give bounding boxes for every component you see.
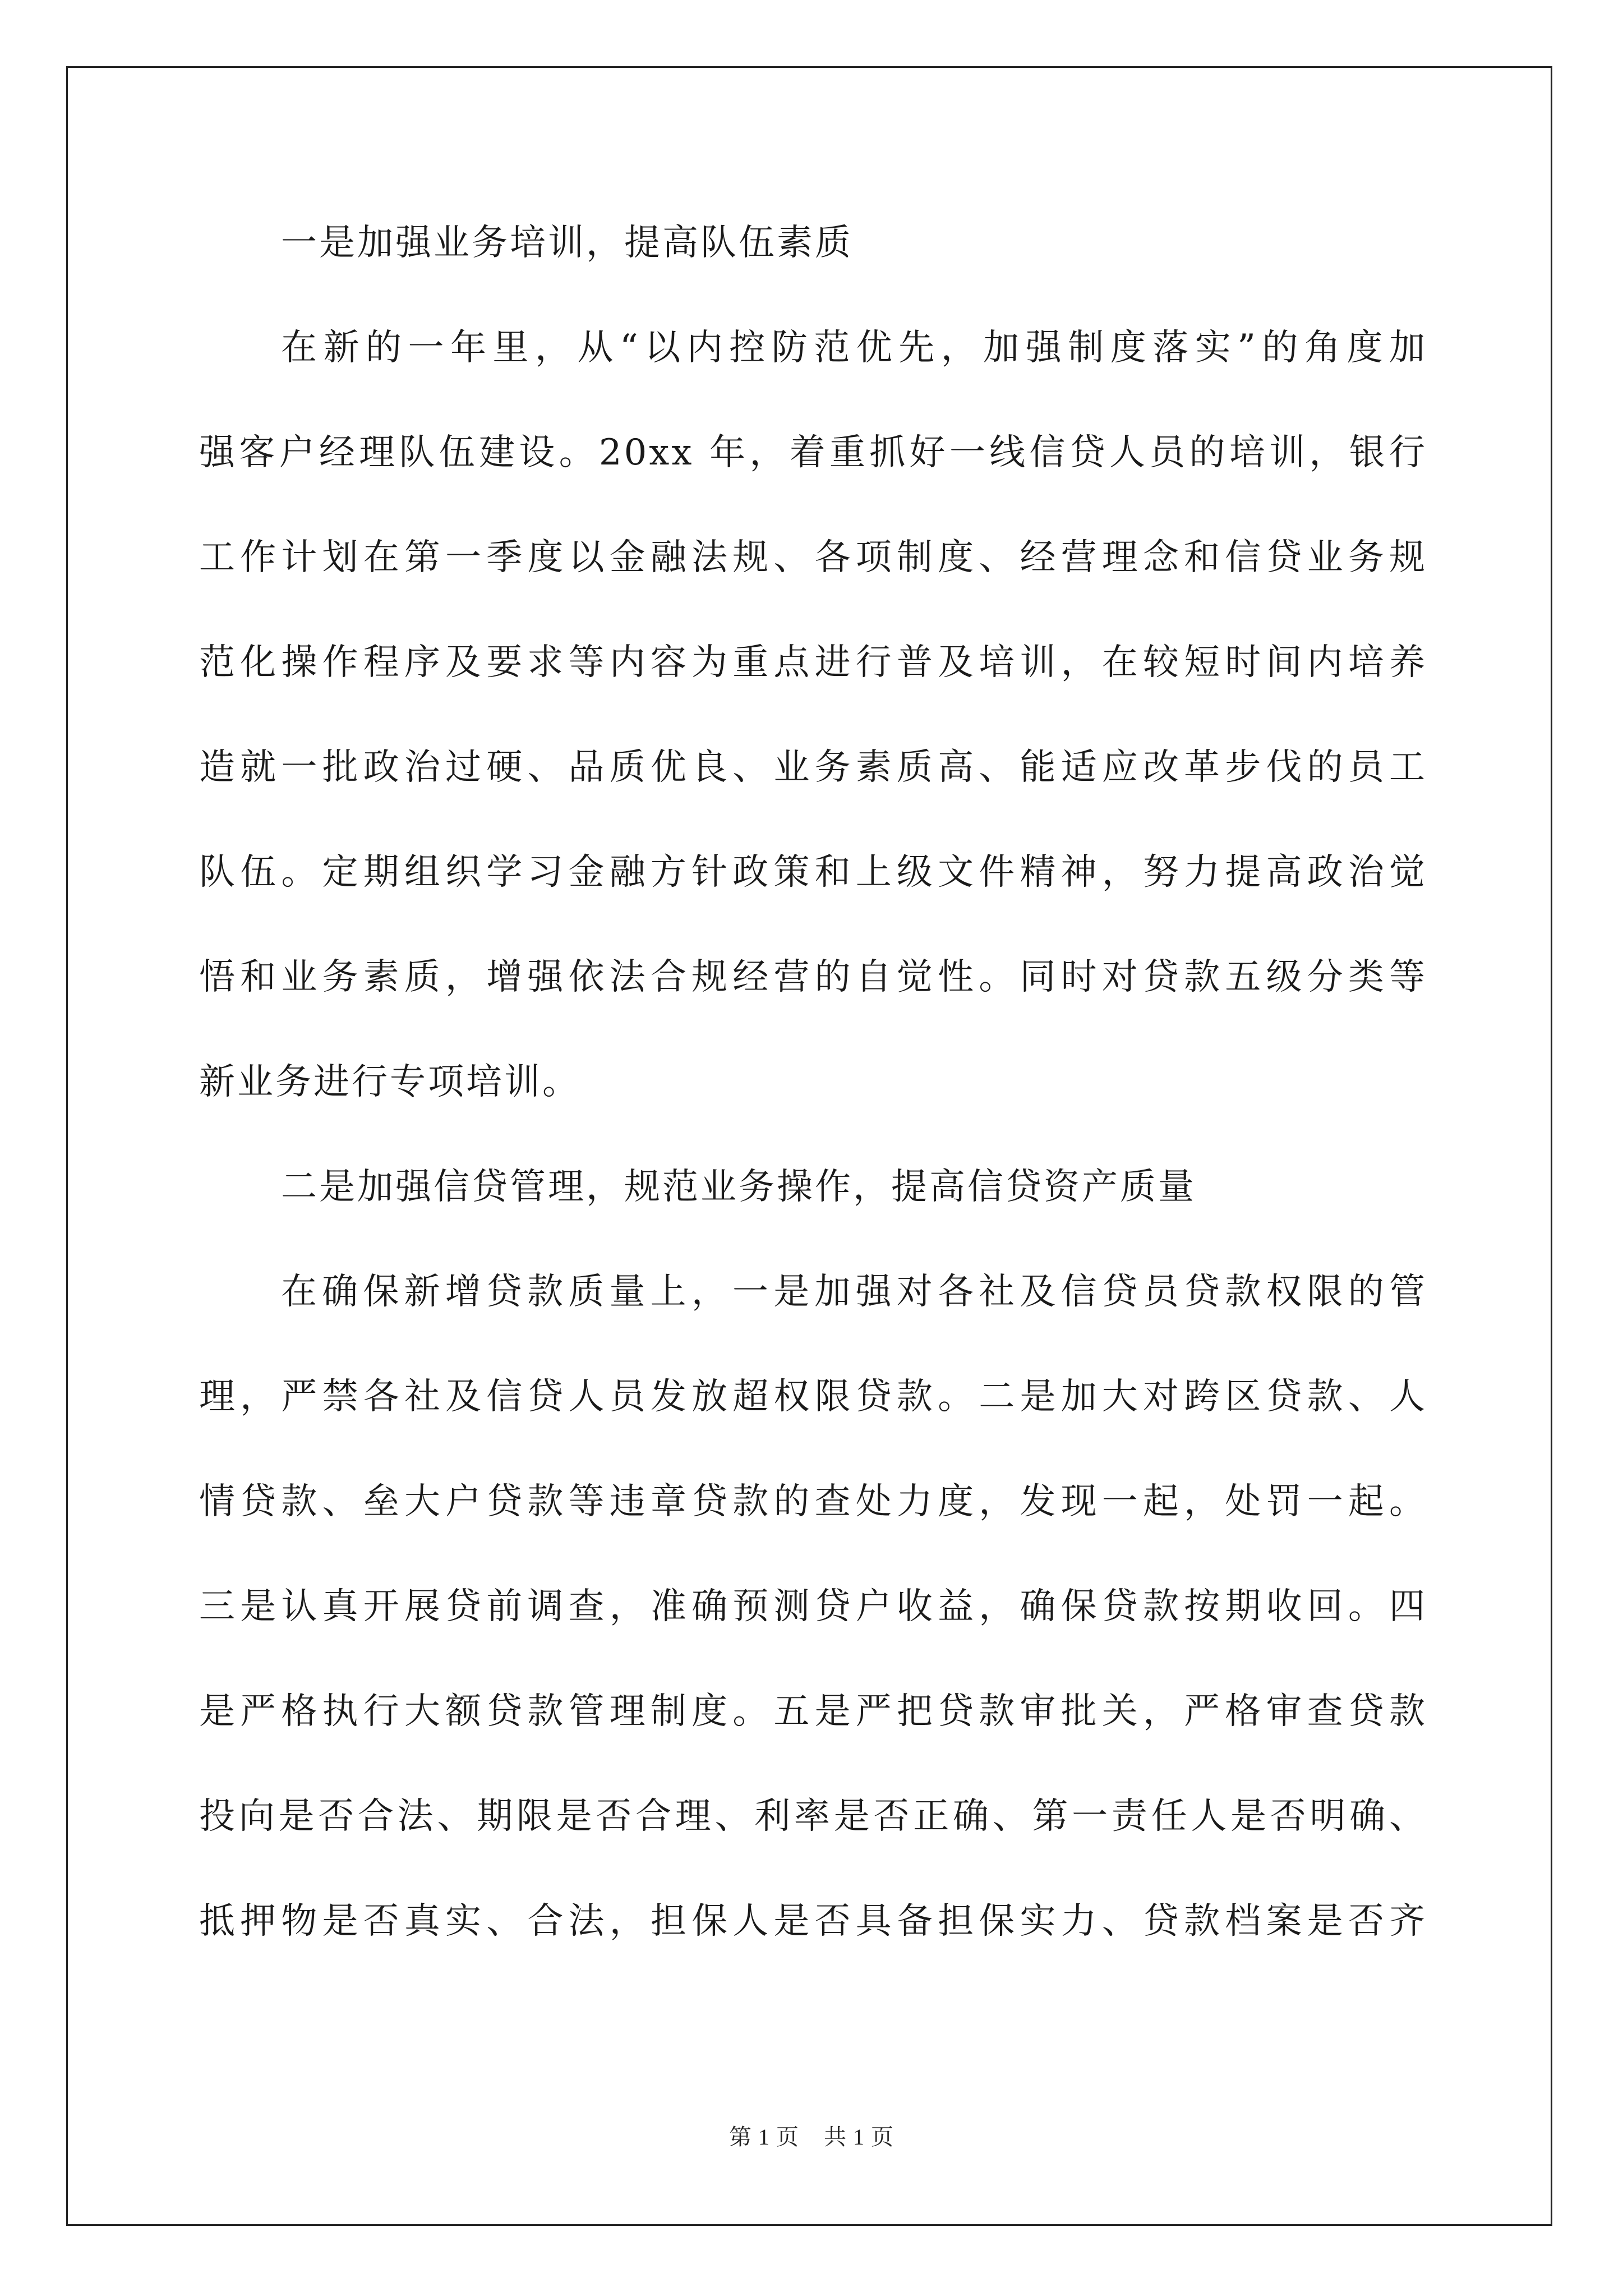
text-line: 工作计划在第一季度以金融法规、各项制度、经营理念和信贷业务规 — [199, 537, 1427, 578]
document-body — [199, 191, 1427, 1974]
text-line: 三是认真开展贷前调查，准确预测贷户收益，确保贷款按期收回。四 — [199, 1586, 1427, 1627]
paragraph-1 — [199, 296, 1427, 1135]
section-heading-1: 一是加强业务培训，提高队伍素质 — [281, 222, 853, 264]
text-line: 抵押物是否真实、合法，担保人是否具备担保实力、贷款档案是否齐 — [199, 1901, 1427, 1942]
text-line: 理，严禁各社及信贷人员发放超权限贷款。二是加大对跨区贷款、人 — [199, 1376, 1427, 1418]
text-line: 造就一批政治过硬、品质优良、业务素质高、能适应改革步伐的员工 — [199, 747, 1427, 788]
page-number: 第 1 页 — [729, 2124, 799, 2150]
paragraph-2 — [199, 1240, 1427, 1974]
text-line: 队伍。定期组织学习金融方针政策和上级文件精神，努力提高政治觉 — [199, 852, 1427, 893]
page-total: 共 1 页 — [824, 2124, 894, 2150]
text-line: 新业务进行专项培训。 — [199, 1061, 580, 1103]
text-line: 是严格执行大额贷款管理制度。五是严把贷款审批关，严格审查贷款 — [199, 1691, 1427, 1732]
text-line: 悟和业务素质，增强依法合规经营的自觉性。同时对贷款五级分类等 — [199, 956, 1427, 998]
text-line: 在新的一年里，从“以内控防范优先，加强制度落实”的角度加 — [281, 327, 1427, 369]
text-line: 情贷款、垒大户贷款等违章贷款的查处力度，发现一起，处罚一起。 — [199, 1481, 1427, 1522]
text-line: 范化操作程序及要求等内容为重点进行普及培训，在较短时间内培养 — [199, 642, 1427, 683]
text-line: 投向是否合法、期限是否合理、利率是否正确、第一责任人是否明确、 — [199, 1796, 1427, 1837]
section-heading-2: 二是加强信贷管理，规范业务操作，提高信贷资产质量 — [281, 1166, 1196, 1208]
text-line: 强客户经理队伍建设。20xx 年，着重抓好一线信贷人员的培训，银行 — [199, 432, 1427, 473]
page-footer — [0, 2119, 1623, 2151]
text-line: 在确保新增贷款质量上，一是加强对各社及信贷员贷款权限的管 — [281, 1271, 1427, 1313]
